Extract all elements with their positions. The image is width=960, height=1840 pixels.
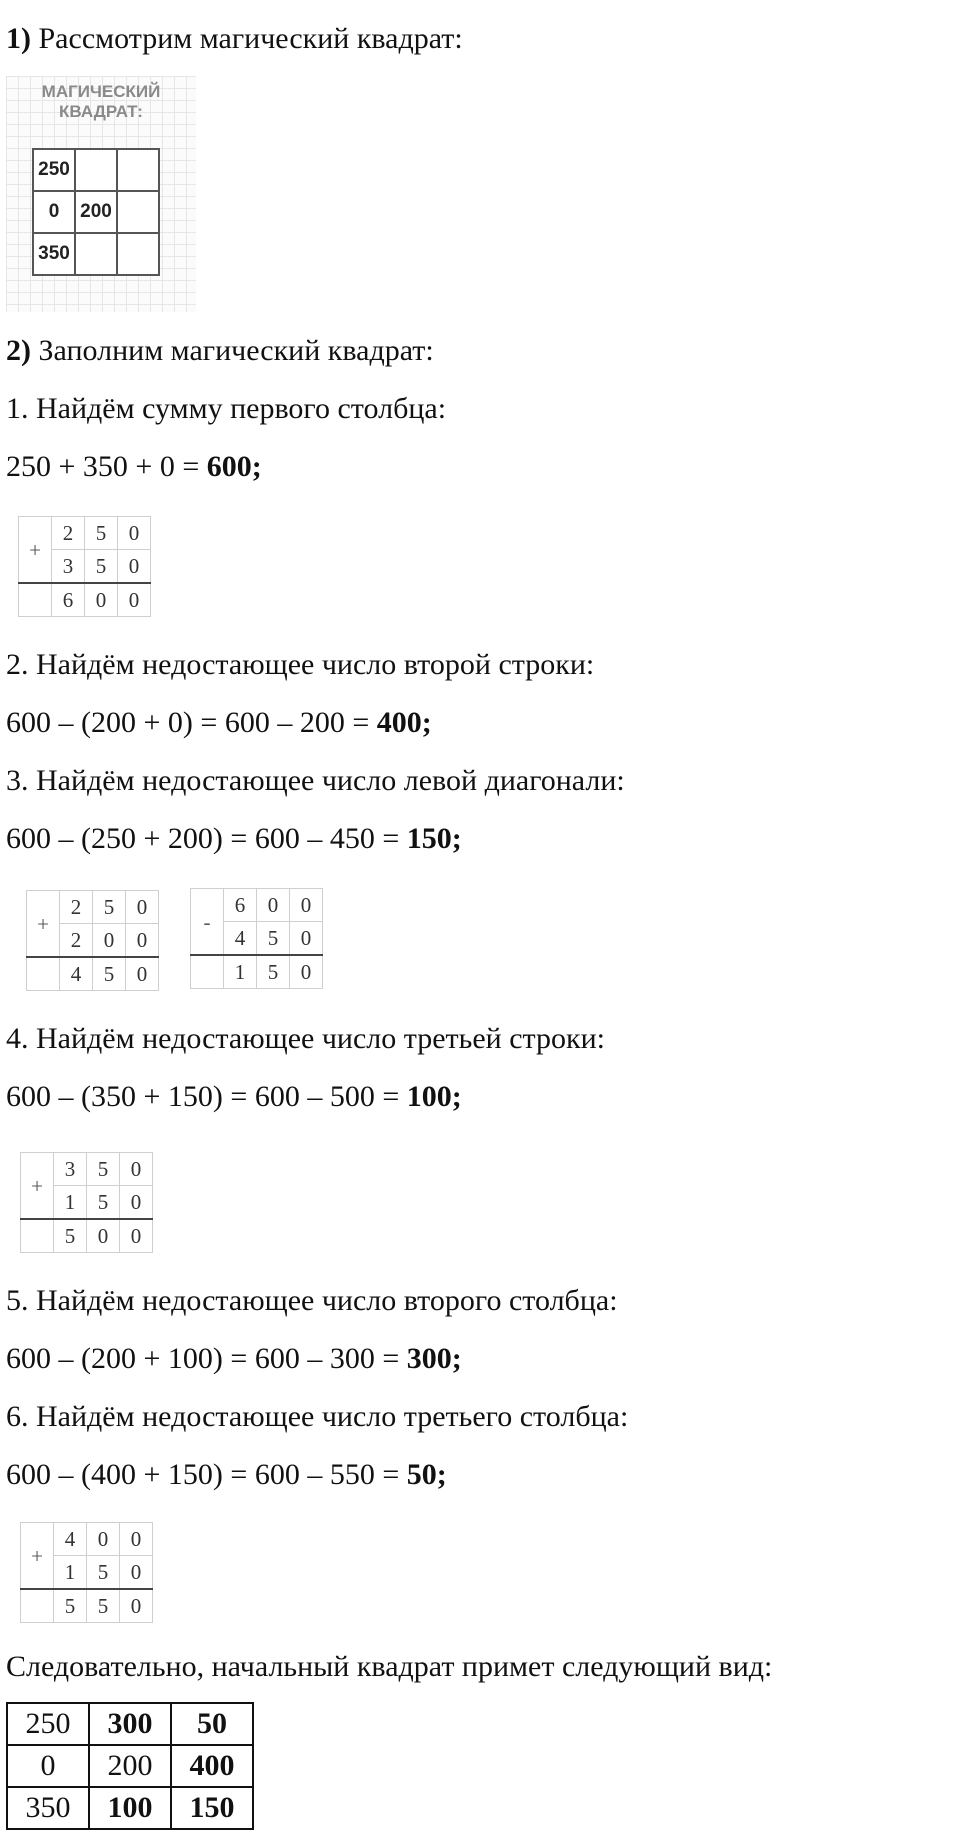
step-3-equation bbox=[6, 822, 462, 856]
final-square-cell: 350 bbox=[7, 1787, 89, 1829]
magic-cell: 200 bbox=[75, 191, 117, 233]
equation-result: 400; bbox=[376, 706, 432, 739]
digit: 0 bbox=[257, 889, 290, 922]
section-2-heading bbox=[6, 334, 434, 368]
digit: 0 bbox=[85, 583, 118, 617]
digit: 0 bbox=[120, 1523, 153, 1556]
magic-square-image bbox=[6, 76, 196, 312]
final-square-row bbox=[7, 1787, 253, 1829]
magic-square-title-line1: МАГИЧЕСКИЙ bbox=[41, 82, 161, 101]
digit: 4 bbox=[60, 957, 93, 991]
step-4-text: 4. Найдём недостающее число третьей строки: bbox=[6, 1022, 605, 1055]
equation-text: 600 – (250 + 200) = 600 – 450 = bbox=[6, 822, 407, 855]
column-addition-3 bbox=[20, 1152, 153, 1253]
equation-text: 600 – (350 + 150) = 600 – 500 = bbox=[6, 1080, 407, 1113]
digit: 5 bbox=[54, 1219, 87, 1253]
digit: 2 bbox=[52, 517, 85, 550]
digit: 0 bbox=[120, 1556, 153, 1590]
step-1-text: 1. Найдём сумму первого столбца: bbox=[6, 392, 447, 425]
magic-cell bbox=[117, 191, 159, 233]
magic-cell bbox=[75, 233, 117, 275]
step-4-equation bbox=[6, 1080, 462, 1114]
digit: 0 bbox=[87, 1219, 120, 1253]
digit: 5 bbox=[257, 955, 290, 989]
digit: 0 bbox=[126, 924, 159, 958]
digit: 4 bbox=[54, 1523, 87, 1556]
digit: 0 bbox=[120, 1589, 153, 1623]
final-square-cell: 0 bbox=[7, 1745, 89, 1787]
equation-result: 100; bbox=[406, 1080, 462, 1113]
digit: 0 bbox=[87, 1523, 120, 1556]
equation-text: 600 – (400 + 150) = 600 – 550 = bbox=[6, 1458, 407, 1491]
magic-cell bbox=[117, 233, 159, 275]
magic-square-grid bbox=[32, 148, 160, 276]
equation-result: 300; bbox=[406, 1342, 462, 1375]
step-2-equation bbox=[6, 706, 432, 740]
digit: 3 bbox=[52, 550, 85, 584]
digit: 5 bbox=[93, 957, 126, 991]
column-addition-2 bbox=[26, 890, 159, 991]
step-2-text: 2. Найдём недостающее число второй строки: bbox=[6, 648, 595, 681]
operator-sign: + bbox=[27, 924, 60, 958]
digit: 5 bbox=[87, 1153, 120, 1186]
digit: 0 bbox=[126, 957, 159, 991]
digit: 0 bbox=[120, 1153, 153, 1186]
operator-sign: + bbox=[19, 550, 52, 584]
digit: 4 bbox=[224, 922, 257, 956]
equation-result: 150; bbox=[406, 822, 462, 855]
digit: 0 bbox=[290, 922, 323, 956]
equation-text: 250 + 350 + 0 = bbox=[6, 450, 207, 483]
digit: 3 bbox=[54, 1153, 87, 1186]
column-addition-1 bbox=[18, 516, 151, 617]
digit: 6 bbox=[52, 583, 85, 617]
digit: 2 bbox=[60, 891, 93, 924]
final-square-row bbox=[7, 1745, 253, 1787]
digit: 2 bbox=[60, 924, 93, 958]
magic-square-title-line2: КВАДРАТ: bbox=[59, 102, 143, 121]
final-square-cell: 250 bbox=[7, 1703, 89, 1745]
digit: 5 bbox=[87, 1589, 120, 1623]
step-3-text: 3. Найдём недостающее число левой диагонали: bbox=[6, 764, 625, 797]
digit: 5 bbox=[257, 922, 290, 956]
column-addition-4 bbox=[20, 1522, 153, 1623]
magic-cell: 0 bbox=[33, 191, 75, 233]
step-6-text: 6. Найдём недостающее число третьего столбца: bbox=[6, 1400, 629, 1433]
digit: 0 bbox=[290, 889, 323, 922]
operator-sign: + bbox=[21, 1186, 54, 1220]
digit: 6 bbox=[224, 889, 257, 922]
final-square-cell: 100 bbox=[89, 1787, 171, 1829]
conclusion-text: Следовательно, начальный квадрат примет следующий вид: bbox=[6, 1650, 773, 1683]
operator-sign: + bbox=[21, 1556, 54, 1590]
final-square-row bbox=[7, 1703, 253, 1745]
magic-square-image-title bbox=[6, 82, 196, 122]
digit: 0 bbox=[118, 583, 151, 617]
final-magic-square bbox=[6, 1702, 254, 1830]
equation-result: 50; bbox=[406, 1458, 447, 1491]
section-1-text: Рассмотрим магический квадрат: bbox=[31, 22, 463, 55]
final-square-cell: 150 bbox=[171, 1787, 253, 1829]
equation-text: 600 – (200 + 0) = 600 – 200 = bbox=[6, 706, 377, 739]
digit: 0 bbox=[290, 955, 323, 989]
digit: 0 bbox=[118, 550, 151, 584]
digit: 5 bbox=[87, 1186, 120, 1220]
digit: 0 bbox=[126, 891, 159, 924]
result-blank bbox=[191, 955, 224, 989]
section-1-number: 1) bbox=[6, 22, 31, 55]
step-6-equation bbox=[6, 1458, 447, 1492]
magic-cell: 250 bbox=[33, 149, 75, 191]
operator-sign: - bbox=[191, 922, 224, 956]
equation-result: 600; bbox=[206, 450, 262, 483]
digit: 0 bbox=[118, 517, 151, 550]
magic-cell: 350 bbox=[33, 233, 75, 275]
magic-cell bbox=[117, 149, 159, 191]
digit: 5 bbox=[93, 891, 126, 924]
magic-cell bbox=[75, 149, 117, 191]
result-blank bbox=[27, 957, 60, 991]
step-1-equation bbox=[6, 450, 262, 484]
digit: 5 bbox=[54, 1589, 87, 1623]
digit: 5 bbox=[85, 517, 118, 550]
result-blank bbox=[21, 1219, 54, 1253]
digit: 0 bbox=[93, 924, 126, 958]
step-5-text: 5. Найдём недостающее число второго столбца: bbox=[6, 1284, 618, 1317]
final-square-cell: 400 bbox=[171, 1745, 253, 1787]
step-5-equation bbox=[6, 1342, 462, 1376]
digit: 1 bbox=[54, 1556, 87, 1590]
result-blank bbox=[19, 583, 52, 617]
section-2-number: 2) bbox=[6, 334, 31, 367]
result-blank bbox=[21, 1589, 54, 1623]
digit: 0 bbox=[120, 1186, 153, 1220]
section-2-text: Заполним магический квадрат: bbox=[31, 334, 434, 367]
final-square-cell: 50 bbox=[171, 1703, 253, 1745]
digit: 5 bbox=[87, 1556, 120, 1590]
final-square-cell: 300 bbox=[89, 1703, 171, 1745]
final-square-cell: 200 bbox=[89, 1745, 171, 1787]
digit: 0 bbox=[120, 1219, 153, 1253]
digit: 5 bbox=[85, 550, 118, 584]
equation-text: 600 – (200 + 100) = 600 – 300 = bbox=[6, 1342, 407, 1375]
digit: 1 bbox=[54, 1186, 87, 1220]
digit: 1 bbox=[224, 955, 257, 989]
column-subtraction-1 bbox=[190, 888, 323, 989]
section-1-heading bbox=[6, 22, 463, 56]
